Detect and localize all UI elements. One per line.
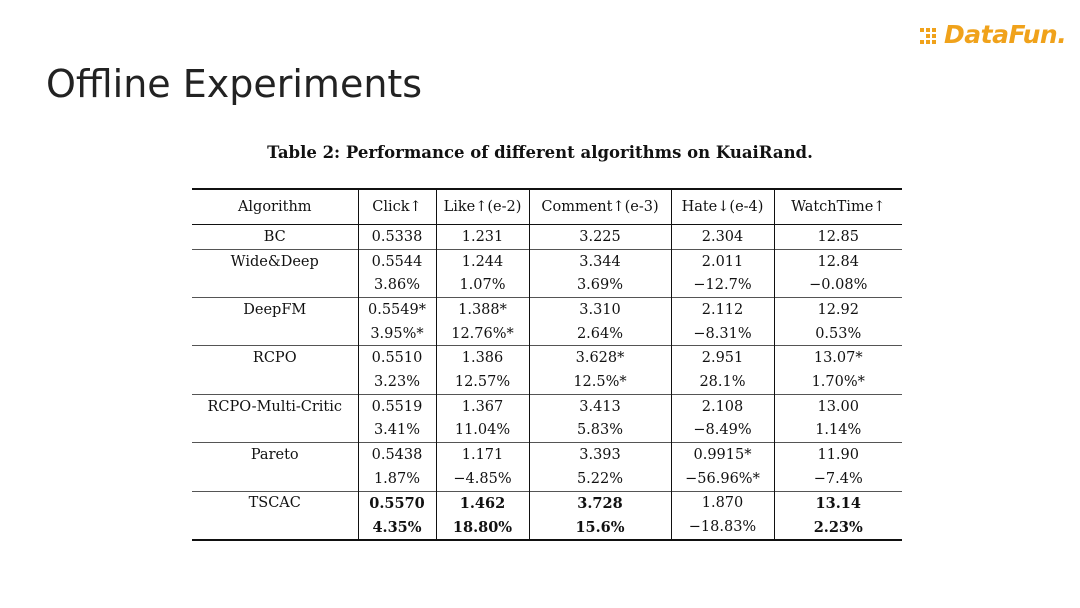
header-comment: Comment↑(e-3) <box>529 189 671 225</box>
cell-value: 13.00 <box>774 394 902 418</box>
cell-improvement: 12.5%* <box>529 370 671 394</box>
cell-improvement: 2.64% <box>529 322 671 346</box>
table-row-improvement <box>192 515 902 540</box>
cell-improvement: 5.83% <box>529 419 671 443</box>
table-caption: Table 2: Performance of different algorithms on KuaiRand. <box>267 143 813 162</box>
cell-value: 1.367 <box>436 394 529 418</box>
cell-value: 3.225 <box>529 225 671 250</box>
cell-improvement: 28.1% <box>671 370 774 394</box>
cell-algorithm: BC <box>263 228 286 245</box>
header-hate: Hate↓(e-4) <box>671 189 774 225</box>
logo <box>918 20 1066 49</box>
row-group-rcpo <box>192 346 902 394</box>
table-row <box>192 346 902 370</box>
table-row-improvement <box>192 419 902 443</box>
cell-value: 13.14 <box>774 491 902 515</box>
table-row <box>192 394 902 418</box>
cell-algorithm: Wide&Deep <box>230 253 319 270</box>
cell-improvement: 3.95%* <box>358 322 436 346</box>
logo-text: DataFun. <box>944 20 1067 49</box>
cell-value: 3.393 <box>529 443 671 467</box>
cell-algorithm: TSCAC <box>248 495 301 512</box>
cell-algorithm: Pareto <box>250 447 299 464</box>
row-group-bc <box>192 225 902 250</box>
cell-improvement: −56.96%* <box>671 467 774 491</box>
cell-improvement: 12.76%* <box>436 322 529 346</box>
cell-improvement: 5.22% <box>529 467 671 491</box>
table-row <box>192 443 902 467</box>
table-row-improvement <box>192 273 902 297</box>
cell-improvement: 15.6% <box>529 515 671 540</box>
header-click: Click↑ <box>358 189 436 225</box>
cell-value: 3.628* <box>529 346 671 370</box>
table-row <box>192 249 902 273</box>
cell-value: 3.728 <box>529 491 671 515</box>
cell-improvement: −0.08% <box>774 273 902 297</box>
cell-algorithm: RCPO <box>252 350 297 367</box>
cell-value: 2.951 <box>671 346 774 370</box>
cell-value: 13.07* <box>774 346 902 370</box>
cell-value: 0.5570 <box>358 491 436 515</box>
cell-value: 0.5549* <box>358 298 436 322</box>
cell-improvement: 11.04% <box>436 419 529 443</box>
cell-improvement: −18.83% <box>671 515 774 540</box>
cell-improvement: 1.87% <box>358 467 436 491</box>
cell-value: 1.870 <box>671 491 774 515</box>
cell-improvement: −8.31% <box>671 322 774 346</box>
cell-value: 1.171 <box>436 443 529 467</box>
cell-value: 0.5544 <box>358 249 436 273</box>
cell-value: 1.244 <box>436 249 529 273</box>
results-table <box>192 188 902 541</box>
header-algorithm: Algorithm <box>237 199 312 215</box>
slide-title: Offline Experiments <box>46 62 423 106</box>
cell-improvement: 3.41% <box>358 419 436 443</box>
cell-value: 0.5438 <box>358 443 436 467</box>
cell-value: 1.231 <box>436 225 529 250</box>
row-group-pareto <box>192 443 902 491</box>
table-figure <box>168 131 912 545</box>
cell-value: 3.413 <box>529 394 671 418</box>
cell-improvement: 2.23% <box>774 515 902 540</box>
cell-value: 0.9915* <box>671 443 774 467</box>
row-group-rcpo-multi-critic <box>192 394 902 442</box>
table-header-row <box>192 189 902 225</box>
table-row-improvement <box>192 322 902 346</box>
table-row-improvement <box>192 467 902 491</box>
cell-value: 2.112 <box>671 298 774 322</box>
table-row <box>192 225 902 250</box>
cell-improvement: −4.85% <box>436 467 529 491</box>
cell-empty <box>192 322 358 346</box>
header-like: Like↑(e-2) <box>436 189 529 225</box>
cell-improvement: 18.80% <box>436 515 529 540</box>
cell-empty <box>192 515 358 540</box>
cell-value: 3.344 <box>529 249 671 273</box>
cell-value: 0.5510 <box>358 346 436 370</box>
cell-value: 0.5519 <box>358 394 436 418</box>
cell-empty <box>192 419 358 443</box>
cell-improvement: 3.23% <box>358 370 436 394</box>
cell-improvement: 0.53% <box>774 322 902 346</box>
cell-value: 2.011 <box>671 249 774 273</box>
cell-improvement: 1.70%* <box>774 370 902 394</box>
cell-improvement: 3.69% <box>529 273 671 297</box>
cell-value: 2.304 <box>671 225 774 250</box>
cell-value: 12.84 <box>774 249 902 273</box>
cell-empty <box>192 370 358 394</box>
cell-improvement: −7.4% <box>774 467 902 491</box>
cell-algorithm: DeepFM <box>243 301 307 318</box>
cell-value: 12.92 <box>774 298 902 322</box>
cell-algorithm: RCPO-Multi-Critic <box>207 398 343 415</box>
row-group-tscac <box>192 491 902 540</box>
cell-empty <box>192 273 358 297</box>
cell-improvement: 3.86% <box>358 273 436 297</box>
cell-empty <box>192 467 358 491</box>
cell-value: 1.386 <box>436 346 529 370</box>
cell-value: 2.108 <box>671 394 774 418</box>
table-row <box>192 298 902 322</box>
row-group-widedeep <box>192 249 902 297</box>
cell-value: 3.310 <box>529 298 671 322</box>
cell-value: 11.90 <box>774 443 902 467</box>
cell-improvement: −12.7% <box>671 273 774 297</box>
cell-value: 1.462 <box>436 491 529 515</box>
table-row-improvement <box>192 370 902 394</box>
cell-value: 12.85 <box>774 225 902 250</box>
cell-improvement: 4.35% <box>358 515 436 540</box>
cell-value: 1.388* <box>436 298 529 322</box>
header-watchtime: WatchTime↑ <box>774 189 902 225</box>
cell-improvement: 1.14% <box>774 419 902 443</box>
datafun-dots-icon <box>918 24 940 46</box>
cell-improvement: −8.49% <box>671 419 774 443</box>
cell-improvement: 12.57% <box>436 370 529 394</box>
table-row <box>192 491 902 515</box>
cell-value: 0.5338 <box>358 225 436 250</box>
cell-improvement: 1.07% <box>436 273 529 297</box>
row-group-deepfm <box>192 298 902 346</box>
